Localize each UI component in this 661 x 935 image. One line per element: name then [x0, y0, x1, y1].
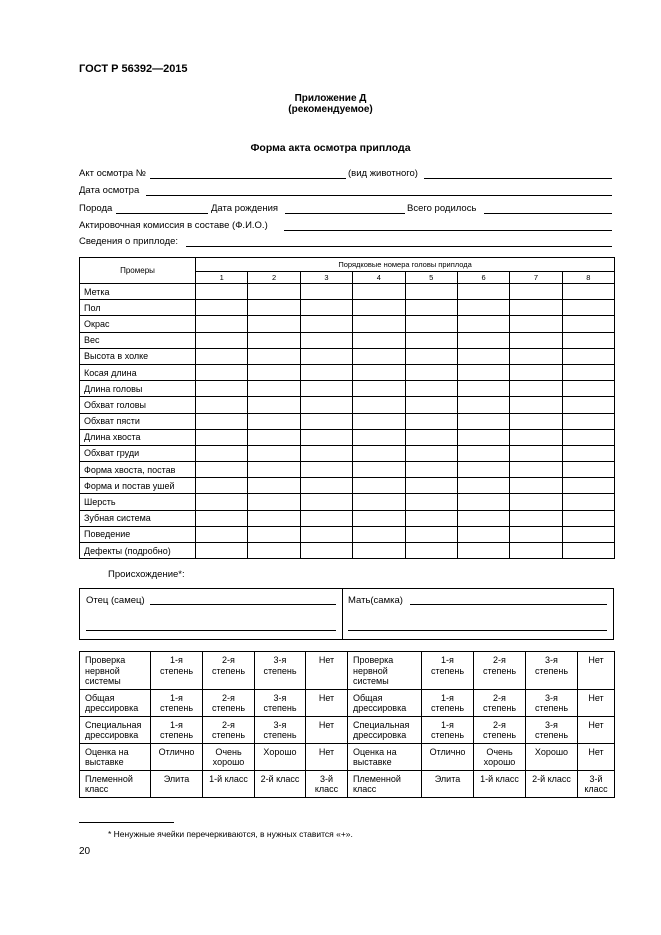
- measure-cell[interactable]: [510, 348, 562, 364]
- column-number-7: 7: [510, 272, 562, 284]
- assessment-option[interactable]: 2-я степень: [474, 689, 526, 716]
- measure-cell[interactable]: [405, 494, 457, 510]
- assessment-label: Племенной класс: [80, 770, 151, 797]
- measure-cell[interactable]: [562, 543, 614, 559]
- column-number-2: 2: [248, 272, 300, 284]
- assessment-label: Оценка на выставке: [80, 743, 151, 770]
- assessment-option[interactable]: 1-я степень: [422, 689, 474, 716]
- measure-cell[interactable]: [300, 284, 352, 300]
- measure-cell[interactable]: [405, 364, 457, 380]
- measure-label: Вес: [80, 332, 196, 348]
- father-extra-field[interactable]: [86, 630, 336, 631]
- measure-cell[interactable]: [510, 316, 562, 332]
- measure-cell[interactable]: [510, 526, 562, 542]
- measure-cell[interactable]: [457, 364, 509, 380]
- measure-cell[interactable]: [457, 332, 509, 348]
- measure-cell[interactable]: [457, 381, 509, 397]
- measure-cell[interactable]: [405, 478, 457, 494]
- measure-cell[interactable]: [196, 332, 248, 348]
- table-row: [80, 462, 615, 478]
- birth-date-field[interactable]: [285, 213, 405, 214]
- table-row: [80, 770, 615, 797]
- breed-field[interactable]: [116, 213, 208, 214]
- offspring-numbers-header: Порядковые номера головы приплода: [196, 258, 615, 272]
- measure-cell[interactable]: [457, 445, 509, 461]
- assessment-option[interactable]: 1-я степень: [422, 652, 474, 690]
- measure-cell[interactable]: [510, 413, 562, 429]
- form-title: Форма акта осмотра приплода: [250, 142, 411, 154]
- column-number-3: 3: [300, 272, 352, 284]
- measure-cell[interactable]: [196, 364, 248, 380]
- measure-cell[interactable]: [248, 543, 300, 559]
- measure-cell[interactable]: [353, 397, 405, 413]
- measure-cell[interactable]: [248, 284, 300, 300]
- birth-date-label: Дата рождения: [211, 203, 279, 214]
- measure-cell[interactable]: [300, 494, 352, 510]
- measure-cell[interactable]: [353, 510, 405, 526]
- measure-label: Зубная система: [80, 510, 196, 526]
- table-row: [80, 652, 615, 690]
- table-row: [80, 689, 615, 716]
- assessment-option[interactable]: Нет: [306, 689, 348, 716]
- table-row: [80, 743, 615, 770]
- assessment-option[interactable]: 2-й класс: [526, 770, 578, 797]
- measure-cell[interactable]: [353, 413, 405, 429]
- measure-cell[interactable]: [353, 429, 405, 445]
- measure-cell[interactable]: [353, 284, 405, 300]
- measure-cell[interactable]: [562, 462, 614, 478]
- measure-label: Метка: [80, 284, 196, 300]
- measure-cell[interactable]: [510, 494, 562, 510]
- measure-cell[interactable]: [300, 429, 352, 445]
- measure-cell[interactable]: [457, 478, 509, 494]
- father-field[interactable]: [150, 604, 336, 605]
- measure-cell[interactable]: [457, 526, 509, 542]
- assessment-option[interactable]: 1-я степень: [151, 716, 203, 743]
- measure-cell[interactable]: [457, 510, 509, 526]
- measure-label: Поведение: [80, 526, 196, 542]
- assessment-option[interactable]: 2-я степень: [203, 716, 255, 743]
- father-label: Отец (самец): [86, 595, 145, 606]
- assessment-label: Специальная дрессировка: [348, 716, 422, 743]
- measure-cell[interactable]: [405, 284, 457, 300]
- measure-cell[interactable]: [300, 478, 352, 494]
- measure-cell[interactable]: [300, 413, 352, 429]
- measure-cell[interactable]: [196, 316, 248, 332]
- measure-label: Обхват головы: [80, 397, 196, 413]
- measure-cell[interactable]: [510, 462, 562, 478]
- measure-label: Длина хвоста: [80, 429, 196, 445]
- assessment-option[interactable]: Нет: [578, 689, 615, 716]
- measure-cell[interactable]: [300, 381, 352, 397]
- measure-label: Шерсть: [80, 494, 196, 510]
- measure-cell[interactable]: [405, 510, 457, 526]
- measure-cell[interactable]: [562, 284, 614, 300]
- measure-cell[interactable]: [248, 494, 300, 510]
- assessment-option[interactable]: Нет: [578, 716, 615, 743]
- table-row: [80, 332, 615, 348]
- table-row: [80, 284, 615, 300]
- footnote: * Ненужные ячейки перечеркиваются, в нужных ставится «+».: [108, 829, 353, 839]
- inspection-date-field[interactable]: [146, 195, 612, 196]
- table-row: [80, 526, 615, 542]
- measure-cell[interactable]: [353, 478, 405, 494]
- appendix-subtitle: (рекомендуемое): [288, 104, 373, 115]
- measure-cell[interactable]: [353, 381, 405, 397]
- assessment-option[interactable]: 1-й класс: [474, 770, 526, 797]
- measure-cell[interactable]: [562, 381, 614, 397]
- measure-cell[interactable]: [196, 494, 248, 510]
- assessment-option[interactable]: 3-я степень: [255, 652, 306, 690]
- measure-cell[interactable]: [196, 381, 248, 397]
- measure-cell[interactable]: [248, 429, 300, 445]
- measure-cell[interactable]: [196, 300, 248, 316]
- column-number-5: 5: [405, 272, 457, 284]
- assessment-option[interactable]: Очень хорошо: [474, 743, 526, 770]
- measure-cell[interactable]: [457, 300, 509, 316]
- table-row: [80, 543, 615, 559]
- measure-cell[interactable]: [248, 462, 300, 478]
- measure-cell[interactable]: [196, 510, 248, 526]
- measure-label: Окрас: [80, 316, 196, 332]
- table-row: [80, 510, 615, 526]
- measure-cell[interactable]: [248, 316, 300, 332]
- assessment-option[interactable]: Отлично: [151, 743, 203, 770]
- measure-cell[interactable]: [510, 510, 562, 526]
- measure-cell[interactable]: [457, 397, 509, 413]
- measure-cell[interactable]: [562, 429, 614, 445]
- measure-cell[interactable]: [405, 316, 457, 332]
- assessment-option[interactable]: 3-й класс: [578, 770, 615, 797]
- inspection-date-label: Дата осмотра: [79, 185, 140, 196]
- assessment-label: Проверка нервной системы: [348, 652, 422, 690]
- measure-cell[interactable]: [562, 494, 614, 510]
- mother-extra-field[interactable]: [348, 630, 607, 631]
- measure-cell[interactable]: [248, 445, 300, 461]
- measure-cell[interactable]: [405, 526, 457, 542]
- measure-cell[interactable]: [457, 543, 509, 559]
- table-row: [80, 494, 615, 510]
- measure-cell[interactable]: [248, 364, 300, 380]
- measure-cell[interactable]: [457, 413, 509, 429]
- measure-cell[interactable]: [300, 300, 352, 316]
- measure-cell[interactable]: [300, 316, 352, 332]
- assessment-label: Оценка на выставке: [348, 743, 422, 770]
- measurements-corner-header: Промеры: [80, 258, 196, 284]
- measure-cell[interactable]: [300, 462, 352, 478]
- assessment-label: Специальная дрессировка: [80, 716, 151, 743]
- measure-cell[interactable]: [196, 543, 248, 559]
- measure-cell[interactable]: [562, 445, 614, 461]
- measure-label: Косая длина: [80, 364, 196, 380]
- appendix-heading: [0, 93, 661, 115]
- assessment-option[interactable]: Нет: [306, 743, 348, 770]
- measure-cell[interactable]: [457, 462, 509, 478]
- measure-cell[interactable]: [562, 300, 614, 316]
- measure-cell[interactable]: [248, 300, 300, 316]
- assessment-label: Общая дрессировка: [348, 689, 422, 716]
- assessment-option[interactable]: Хорошо: [526, 743, 578, 770]
- measure-cell[interactable]: [353, 462, 405, 478]
- assessment-option[interactable]: 3-я степень: [526, 652, 578, 690]
- column-number-1: 1: [196, 272, 248, 284]
- measure-cell[interactable]: [510, 364, 562, 380]
- measure-cell[interactable]: [196, 413, 248, 429]
- assessment-option[interactable]: 2-я степень: [474, 652, 526, 690]
- total-born-field[interactable]: [484, 213, 612, 214]
- offspring-info-label: Сведения о приплоде:: [79, 236, 179, 247]
- table-row: [80, 364, 615, 380]
- measure-cell[interactable]: [353, 332, 405, 348]
- measure-cell[interactable]: [300, 364, 352, 380]
- assessment-label: Проверка нервной системы: [80, 652, 151, 690]
- measure-label: Пол: [80, 300, 196, 316]
- mother-label: Мать(самка): [348, 595, 403, 606]
- assessment-option[interactable]: 2-я степень: [203, 652, 255, 690]
- measure-cell[interactable]: [457, 284, 509, 300]
- measure-cell[interactable]: [248, 526, 300, 542]
- breed-label: Порода: [79, 203, 113, 214]
- origin-label: Происхождение*:: [108, 569, 185, 580]
- measure-label: Высота в холке: [80, 348, 196, 364]
- measure-cell[interactable]: [405, 429, 457, 445]
- measure-cell[interactable]: [353, 348, 405, 364]
- measure-cell[interactable]: [196, 284, 248, 300]
- table-row: [80, 348, 615, 364]
- assessment-option[interactable]: 3-я степень: [255, 689, 306, 716]
- measure-cell[interactable]: [248, 397, 300, 413]
- measure-cell[interactable]: [248, 413, 300, 429]
- assessment-option[interactable]: 3-я степень: [526, 689, 578, 716]
- assessment-label: Общая дрессировка: [80, 689, 151, 716]
- animal-type-label: (вид животного): [348, 168, 418, 179]
- measure-cell[interactable]: [353, 316, 405, 332]
- table-row: [80, 300, 615, 316]
- parents-box: [79, 588, 614, 640]
- assessment-option[interactable]: Нет: [578, 743, 615, 770]
- measure-cell[interactable]: [405, 332, 457, 348]
- measure-cell[interactable]: [457, 494, 509, 510]
- column-number-4: 4: [353, 272, 405, 284]
- table-row: [80, 478, 615, 494]
- column-number-6: 6: [457, 272, 509, 284]
- measure-cell[interactable]: [353, 300, 405, 316]
- measure-cell[interactable]: [562, 526, 614, 542]
- mother-field[interactable]: [410, 604, 607, 605]
- appendix-title: Приложение Д: [294, 93, 367, 104]
- table-row: [80, 413, 615, 429]
- offspring-info-field[interactable]: [186, 246, 612, 247]
- measure-label: Длина головы: [80, 381, 196, 397]
- measure-cell[interactable]: [248, 478, 300, 494]
- measure-cell[interactable]: [405, 413, 457, 429]
- measure-cell[interactable]: [562, 397, 614, 413]
- measure-cell[interactable]: [562, 364, 614, 380]
- measure-cell[interactable]: [510, 429, 562, 445]
- measure-cell[interactable]: [196, 478, 248, 494]
- assessment-option[interactable]: Нет: [306, 652, 348, 690]
- measure-cell[interactable]: [248, 381, 300, 397]
- measure-cell[interactable]: [353, 364, 405, 380]
- total-born-label: Всего родилось: [407, 203, 477, 214]
- measure-label: Обхват пясти: [80, 413, 196, 429]
- assessment-option[interactable]: 1-я степень: [151, 652, 203, 690]
- table-row: [80, 381, 615, 397]
- assessment-option[interactable]: Хорошо: [255, 743, 306, 770]
- measure-cell[interactable]: [510, 543, 562, 559]
- measure-cell[interactable]: [510, 284, 562, 300]
- measure-cell[interactable]: [300, 348, 352, 364]
- assessment-option[interactable]: Очень хорошо: [203, 743, 255, 770]
- assessment-option[interactable]: Элита: [422, 770, 474, 797]
- measure-cell[interactable]: [248, 348, 300, 364]
- footnote-rule: [79, 822, 174, 823]
- assessment-option[interactable]: Отлично: [422, 743, 474, 770]
- measure-cell[interactable]: [300, 510, 352, 526]
- column-number-8: 8: [562, 272, 614, 284]
- measure-cell[interactable]: [562, 332, 614, 348]
- measure-cell[interactable]: [405, 300, 457, 316]
- table-row: [80, 397, 615, 413]
- measure-cell[interactable]: [196, 445, 248, 461]
- assessment-option[interactable]: 2-й класс: [255, 770, 306, 797]
- measure-cell[interactable]: [562, 478, 614, 494]
- measure-label: Форма хвоста, постав: [80, 462, 196, 478]
- commission-label: Актировочная комиссия в составе (Ф.И.О.): [79, 220, 268, 231]
- measure-cell[interactable]: [510, 300, 562, 316]
- measure-label: Дефекты (подробно): [80, 543, 196, 559]
- assessment-option[interactable]: 1-я степень: [422, 716, 474, 743]
- measure-cell[interactable]: [300, 526, 352, 542]
- measure-cell[interactable]: [562, 413, 614, 429]
- assessment-option[interactable]: 3-я степень: [526, 716, 578, 743]
- assessment-option[interactable]: Элита: [151, 770, 203, 797]
- assessment-option[interactable]: 1-й класс: [203, 770, 255, 797]
- assessment-option[interactable]: 2-я степень: [474, 716, 526, 743]
- assessment-table: [79, 651, 615, 798]
- assessment-option[interactable]: 1-я степень: [151, 689, 203, 716]
- measure-cell[interactable]: [300, 332, 352, 348]
- assessment-option[interactable]: Нет: [306, 716, 348, 743]
- measure-cell[interactable]: [248, 510, 300, 526]
- table-row: [80, 429, 615, 445]
- table-row: [80, 716, 615, 743]
- assessment-option[interactable]: 3-я степень: [255, 716, 306, 743]
- act-number-label: Акт осмотра №: [79, 168, 146, 179]
- measure-cell[interactable]: [510, 397, 562, 413]
- measure-cell[interactable]: [405, 445, 457, 461]
- table-row: [80, 316, 615, 332]
- measure-cell[interactable]: [248, 332, 300, 348]
- standard-code: ГОСТ Р 56392—2015: [79, 63, 188, 75]
- act-number-field[interactable]: [150, 178, 346, 179]
- measure-cell[interactable]: [510, 381, 562, 397]
- parents-divider: [342, 589, 343, 639]
- measure-cell[interactable]: [510, 478, 562, 494]
- measure-cell[interactable]: [562, 316, 614, 332]
- measure-cell[interactable]: [196, 348, 248, 364]
- measure-cell[interactable]: [353, 494, 405, 510]
- measure-cell[interactable]: [510, 445, 562, 461]
- measure-cell[interactable]: [300, 397, 352, 413]
- measure-cell[interactable]: [405, 348, 457, 364]
- measure-label: Обхват груди: [80, 445, 196, 461]
- measure-cell[interactable]: [353, 543, 405, 559]
- commission-field[interactable]: [284, 230, 612, 231]
- measure-cell[interactable]: [562, 348, 614, 364]
- measure-cell[interactable]: [353, 526, 405, 542]
- measure-cell[interactable]: [457, 429, 509, 445]
- measure-cell[interactable]: [405, 397, 457, 413]
- measure-label: Форма и постав ушей: [80, 478, 196, 494]
- assessment-option[interactable]: 2-я степень: [203, 689, 255, 716]
- page-number: 20: [79, 846, 91, 857]
- measure-cell[interactable]: [196, 526, 248, 542]
- measure-cell[interactable]: [510, 332, 562, 348]
- table-row: [80, 445, 615, 461]
- measure-cell[interactable]: [196, 397, 248, 413]
- measure-cell[interactable]: [300, 543, 352, 559]
- measure-cell[interactable]: [405, 381, 457, 397]
- assessment-label: Племенной класс: [348, 770, 422, 797]
- measure-cell[interactable]: [300, 445, 352, 461]
- measure-cell[interactable]: [457, 316, 509, 332]
- measure-cell[interactable]: [457, 348, 509, 364]
- measurements-table: [79, 257, 615, 559]
- assessment-option[interactable]: Нет: [578, 652, 615, 690]
- measure-cell[interactable]: [196, 429, 248, 445]
- assessment-option[interactable]: 3-й класс: [306, 770, 348, 797]
- animal-type-field[interactable]: [424, 178, 612, 179]
- measure-cell[interactable]: [405, 543, 457, 559]
- measure-cell[interactable]: [562, 510, 614, 526]
- measure-cell[interactable]: [405, 462, 457, 478]
- measure-cell[interactable]: [353, 445, 405, 461]
- measure-cell[interactable]: [196, 462, 248, 478]
